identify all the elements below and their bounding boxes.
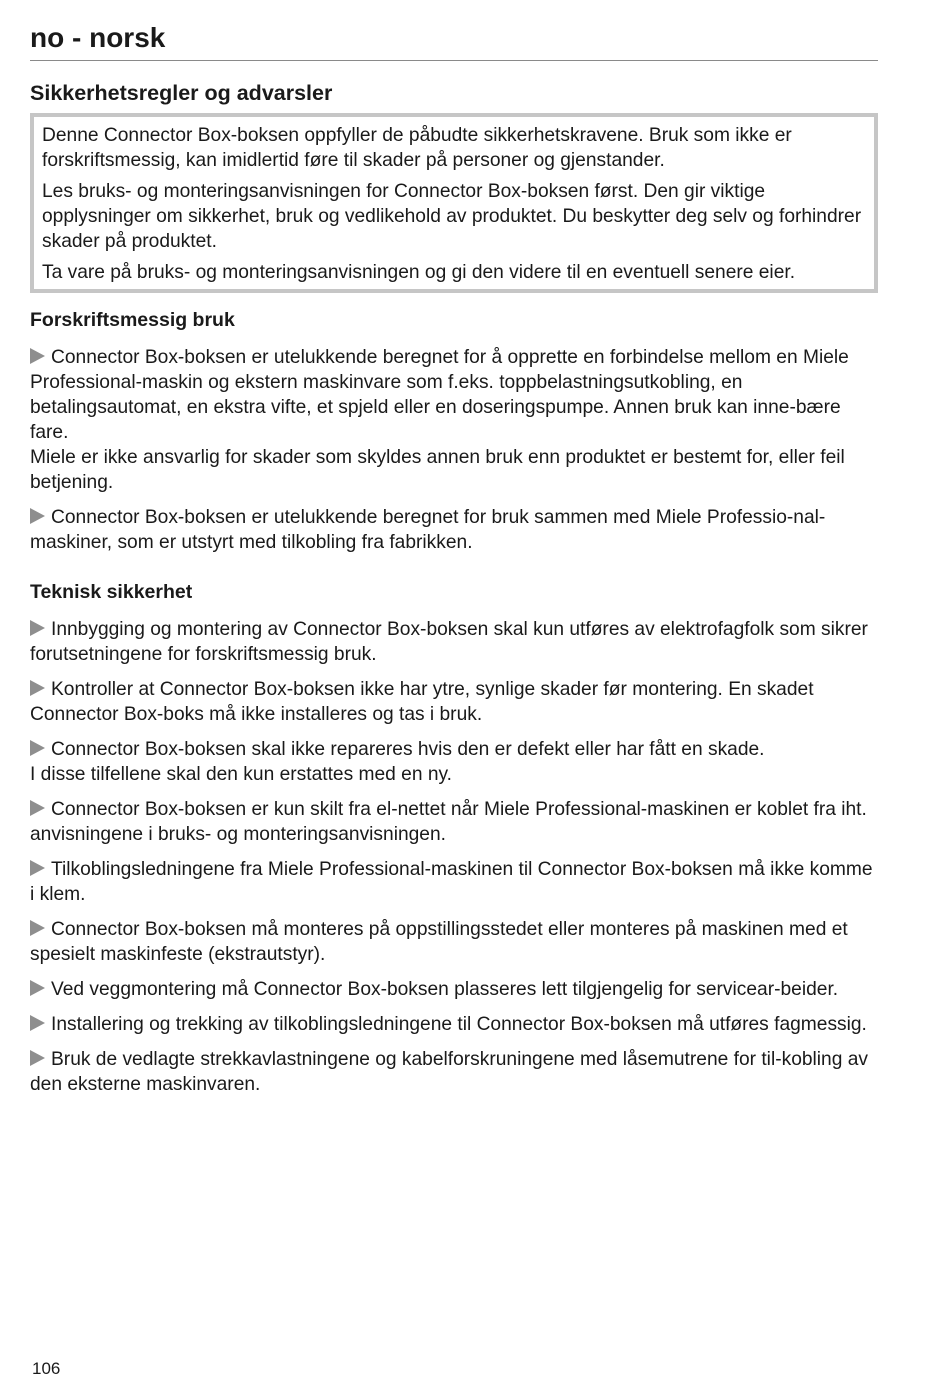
triangle-right-icon bbox=[30, 348, 45, 364]
triangle-right-icon bbox=[30, 740, 45, 756]
bullet-item bbox=[30, 1047, 878, 1097]
bullet-item bbox=[30, 737, 878, 787]
page-number: 106 bbox=[32, 1359, 61, 1378]
bullet-item bbox=[30, 677, 878, 727]
section-title: Sikkerhetsregler og advarsler bbox=[30, 81, 333, 105]
language-header: no - norsk bbox=[30, 20, 878, 61]
bullet-text: Bruk de vedlagte strekkavlastningene og kabelforskruningene med låsemutrene for til-kobling av den eksterne maskinvaren. bbox=[30, 1049, 868, 1095]
warning-box bbox=[30, 113, 878, 293]
bullet-text: Installering og trekking av tilkoblingsledningene til Connector Box-boksen må utføres fagmessig. bbox=[51, 1014, 867, 1035]
bullet-item bbox=[30, 505, 878, 555]
document-page bbox=[30, 0, 878, 1097]
triangle-right-icon bbox=[30, 620, 45, 636]
bullet-item bbox=[30, 1012, 878, 1037]
bullet-item bbox=[30, 857, 878, 907]
triangle-right-icon bbox=[30, 508, 45, 524]
triangle-right-icon bbox=[30, 980, 45, 996]
subheading-teknisk: Teknisk sikkerhet bbox=[30, 581, 193, 603]
bullet-text: Connector Box-boksen er kun skilt fra el-nettet når Miele Professional-maskinen er koblet fra iht. anvisningene i bruks- og monteringsanvisningen. bbox=[30, 799, 867, 845]
bullet-item bbox=[30, 917, 878, 967]
triangle-right-icon bbox=[30, 1050, 45, 1066]
triangle-right-icon bbox=[30, 860, 45, 876]
bullet-text: Innbygging og montering av Connector Box-boksen skal kun utføres av elektrofagfolk som sikrer forutsetningene for forskriftsmessig bruk. bbox=[30, 619, 868, 665]
bullet-text: Connector Box-boksen er utelukkende beregnet for å opprette en forbindelse mellom en Miele Professional-maskin og ekstern maskinvare som f.eks. toppbelastningsutkobling, en betalingsautomat, en ekstra vifte, et spjeld eller en doseringspumpe. Annen bruk kan inne-bære fare. Miele er ikke ansvarlig for skader som skyldes annen bruk enn produktet er bestemt for, eller feil betjening. bbox=[30, 347, 849, 493]
bullet-item bbox=[30, 977, 878, 1002]
bullet-text: Connector Box-boksen er utelukkende beregnet for bruk sammen med Miele Professio-nal-maskiner, som er utstyrt med tilkobling fra fabrikken. bbox=[30, 507, 826, 553]
bullet-text: Ved veggmontering må Connector Box-boksen plasseres lett tilgjengelig for servicear-beider. bbox=[51, 979, 839, 1000]
subheading-forskriftsmessig: Forskriftsmessig bruk bbox=[30, 309, 235, 331]
triangle-right-icon bbox=[30, 1015, 45, 1031]
triangle-right-icon bbox=[30, 920, 45, 936]
warning-paragraph: Denne Connector Box-boksen oppfyller de påbudte sikkerhetskravene. Bruk som ikke er forskriftsmessig, kan imidlertid føre til skader på personer og gjenstander. bbox=[42, 125, 792, 171]
bullet-item bbox=[30, 797, 878, 847]
triangle-right-icon bbox=[30, 800, 45, 816]
triangle-right-icon bbox=[30, 680, 45, 696]
bullet-text: Connector Box-boksen skal ikke repareres hvis den er defekt eller har fått en skade. I disse tilfellene skal den kun erstattes med en ny. bbox=[30, 739, 765, 785]
bullet-text: Connector Box-boksen må monteres på oppstillingsstedet eller monteres på maskinen med et spesielt maskinfeste (ekstrautstyr). bbox=[30, 919, 848, 965]
bullet-text: Kontroller at Connector Box-boksen ikke har ytre, synlige skader før montering. En skadet Connector Box-boks må ikke installeres og tas i bruk. bbox=[30, 679, 814, 725]
bullet-item bbox=[30, 345, 878, 495]
bullet-item bbox=[30, 617, 878, 667]
bullet-text: Tilkoblingsledningene fra Miele Professional-maskinen til Connector Box-boksen må ikke komme i klem. bbox=[30, 859, 873, 905]
warning-paragraph: Les bruks- og monteringsanvisningen for Connector Box-boksen først. Den gir viktige opplysninger om sikkerhet, bruk og vedlikehold av produktet. Du beskytter deg selv og forhindrer skader på produktet. bbox=[42, 181, 862, 252]
warning-paragraph: Ta vare på bruks- og monteringsanvisningen og gi den videre til en eventuell senere eier. bbox=[42, 262, 796, 283]
